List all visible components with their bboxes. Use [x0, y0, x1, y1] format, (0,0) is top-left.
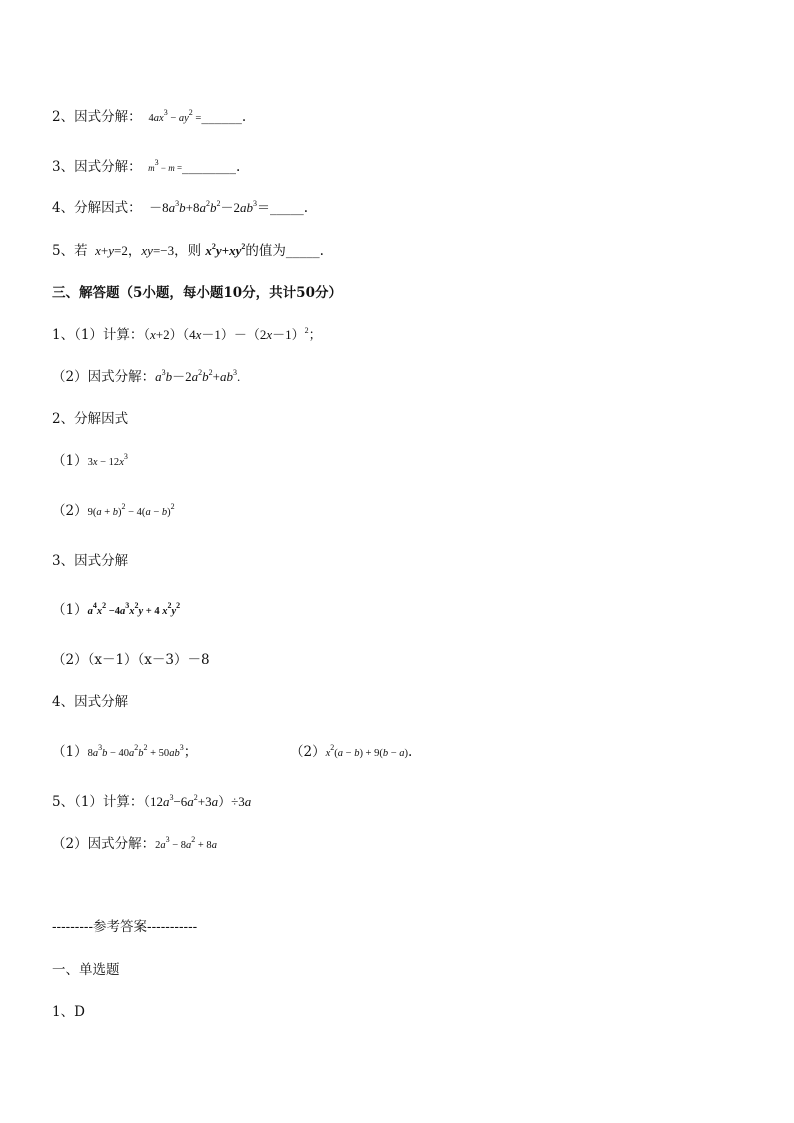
item-number: 5、	[52, 794, 75, 810]
math-expression: $x^2(a - b) + 9(b - a)$	[325, 743, 409, 759]
math-expression: $8a^3b - 40a^2b^2 + 50ab^3$	[87, 743, 184, 759]
item-number: 3、	[52, 159, 75, 175]
question-3-part-2: （2）（x－1）（x－3）－8	[52, 652, 210, 668]
answer-1: 1、D	[52, 1004, 85, 1020]
math-expression: $a^3b-2a^2b^2+ab^3$.	[155, 368, 241, 384]
question-2-part-2	[52, 501, 175, 523]
math-expression: x+y=2	[95, 243, 128, 258]
item-end: .	[408, 744, 413, 760]
item-end: .	[303, 200, 309, 216]
item-number: 2、	[52, 109, 75, 125]
item-end: ；	[183, 744, 198, 760]
item-label: 因式分解：	[74, 159, 142, 175]
item-label: （2）因式分解：	[52, 369, 156, 385]
question-5-part-2	[52, 834, 217, 856]
item-label: （2）	[290, 744, 326, 760]
question-2-part-1	[52, 451, 128, 473]
answer-blank: ______	[201, 109, 242, 125]
section-heading: 三、解答题（5小题，每小题10分，共计50分）	[52, 285, 342, 301]
answer-divider: ---------参考答案-----------	[52, 919, 198, 935]
math-expression: $m^3 - m$ =	[148, 158, 183, 173]
math-expression: xy=−3	[141, 243, 175, 258]
math-expression: $3x - 12x^3$	[87, 452, 128, 468]
item-end: .	[236, 159, 241, 175]
item-label: （2）因式分解：	[52, 836, 156, 852]
item-label: （2）	[52, 503, 88, 519]
fill-item-5	[52, 241, 324, 261]
item-number: 5、	[52, 243, 75, 259]
answer-blank: _____	[270, 200, 304, 216]
math-expression: $2a^3 - 8a^2 + 8a$	[155, 835, 217, 851]
question-4-part-1	[52, 742, 197, 764]
question-3-title: 3、因式分解	[52, 553, 129, 569]
fill-item-4	[52, 198, 308, 218]
question-3-part-1	[52, 600, 180, 622]
item-label: （1）	[52, 453, 88, 469]
math-expression: $(12a^3-6a^2+3a)\div 3a$	[143, 793, 252, 809]
item-label: 因式分解：	[74, 109, 142, 125]
question-4-title: 4、因式分解	[52, 694, 129, 710]
math-expression: $4ax^3 - ay^2$ =	[145, 108, 202, 124]
math-expression: $(x+2)(4x-1)-(2x-1)^2$；	[143, 326, 322, 342]
item-text: 的值为	[245, 243, 286, 259]
math-expression: $x^2y+xy^2$	[205, 242, 246, 258]
answer-blank: _____	[285, 243, 320, 259]
item-label: （1）计算：	[74, 327, 144, 343]
item-label: 分解因式：	[74, 200, 142, 216]
item-text: ，	[127, 243, 142, 259]
fill-item-3	[52, 157, 240, 178]
math-expression: $-8a^3b+8a^2b^2-2ab^3=$	[145, 199, 271, 215]
question-1-part-1	[52, 325, 322, 345]
item-label: （1）	[52, 602, 88, 618]
answer-section-heading: 一、单选题	[52, 962, 120, 978]
question-2-title: 2、分解因式	[52, 411, 129, 427]
item-label: （1）计算：	[74, 794, 144, 810]
item-text: ，则	[174, 243, 202, 259]
item-number: 4、	[52, 200, 75, 216]
question-1-part-2	[52, 367, 240, 387]
fill-item-2	[52, 107, 246, 129]
math-expression: $9(a + b)^2 - 4(a - b)^2$	[87, 502, 175, 518]
math-expression: $a^4x^2 -4a^3x^2y + 4$ $x^2y^2$	[87, 601, 181, 617]
item-text: 若	[74, 243, 88, 259]
question-4-part-2	[290, 742, 412, 764]
item-end: .	[241, 109, 247, 125]
answer-blank: ________	[182, 159, 237, 175]
item-number: 1、	[52, 327, 75, 343]
item-end: .	[319, 243, 324, 259]
item-label: （1）	[52, 744, 88, 760]
question-5-part-1	[52, 792, 251, 812]
